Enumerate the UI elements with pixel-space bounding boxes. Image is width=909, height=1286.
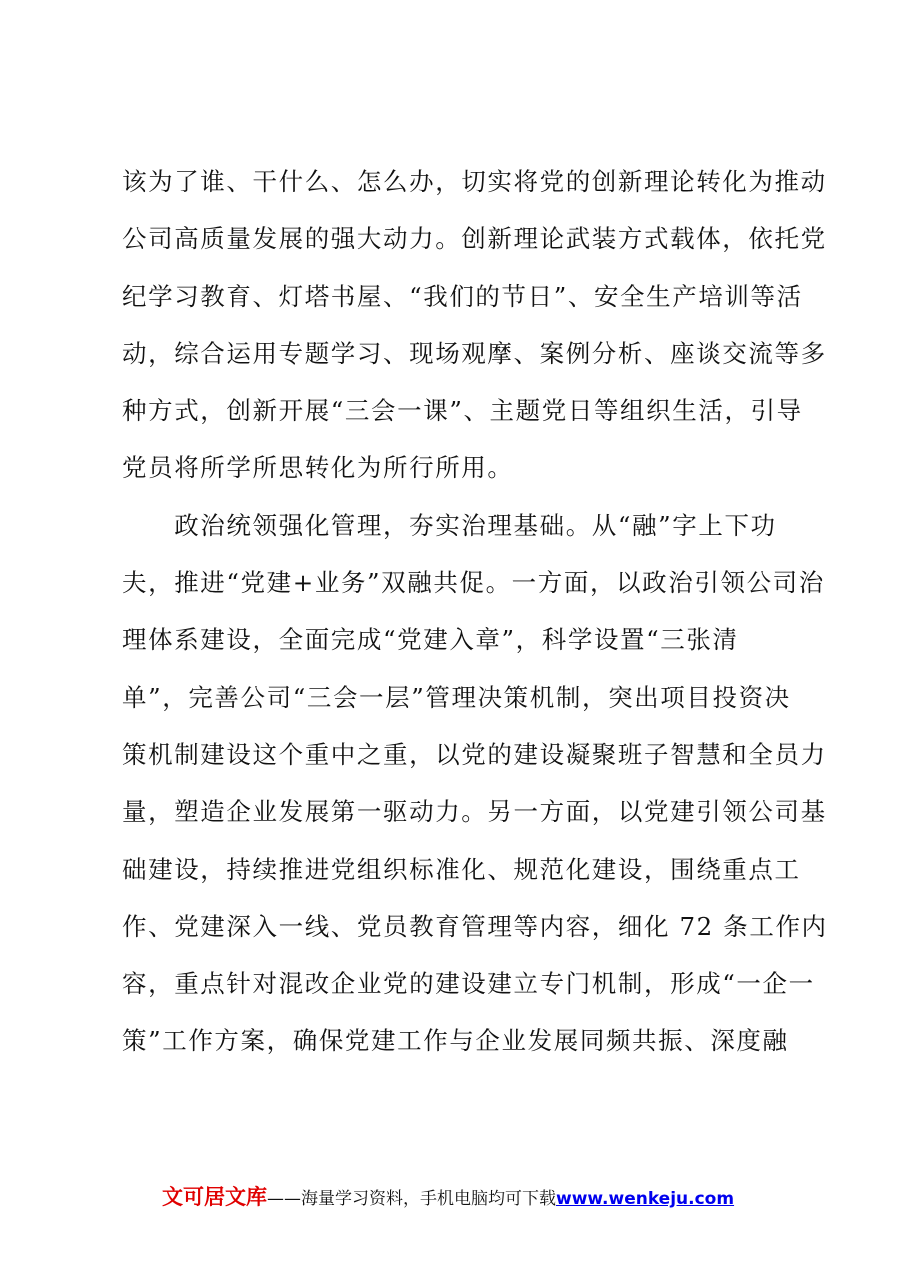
body-text: [122, 153, 828, 1070]
text-line: 策”工作方案，确保党建工作与企业发展同频共振、深度融: [122, 1026, 789, 1056]
text-line: 种方式，创新开展“三会一课”、主题党日等组织生活，引导: [122, 396, 803, 426]
text-line: 动，综合运用专题学习、现场观摩、案例分析、座谈交流等多: [122, 338, 827, 368]
text-line: 纪学习教育、灯塔书屋、“我们的节日”、安全生产培训等活: [122, 281, 803, 311]
text-line: 公司高质量发展的强大动力。创新理论武装方式载体，依托党: [122, 224, 827, 254]
text-line: 理体系建设，全面完成“党建入章”，科学设置“三张清: [122, 625, 739, 655]
text-line: 党员将所学所思转化为所行所用。: [122, 453, 514, 483]
footer-slogan: ——海量学习资料，手机电脑均可下载: [267, 1189, 556, 1209]
text-line: 作、党建深入一线、党员教育管理等内容，细化 72 条工作内: [122, 911, 828, 941]
footer-brand: 文可居文库: [162, 1185, 267, 1209]
text-line: 该为了谁、干什么、怎么办，切实将党的创新理论转化为推动: [122, 167, 827, 196]
paragraph-start-line: 政治统领强化管理，夯实治理基础。从“融”字上下功: [122, 510, 777, 540]
text-line: 单”，完善公司“三会一层”管理决策机制，突出项目投资决: [122, 682, 791, 712]
text-line: 量，塑造企业发展第一驱动力。另一方面，以党建引领公司基: [122, 797, 827, 827]
text-line: 容，重点针对混改企业党的建设建立专门机制，形成“一企一: [122, 969, 815, 999]
footer-banner: [162, 1181, 802, 1211]
footer-site-link[interactable]: www.wenkeju.com: [556, 1189, 735, 1209]
text-line: 础建设，持续推进党组织标准化、规范化建设，围绕重点工: [122, 854, 801, 884]
text-line: 夫，推进“党建+业务”双融共促。一方面，以政治引领公司治: [122, 568, 825, 598]
text-line: 策机制建设这个重中之重，以党的建设凝聚班子智慧和全员力: [122, 739, 827, 769]
